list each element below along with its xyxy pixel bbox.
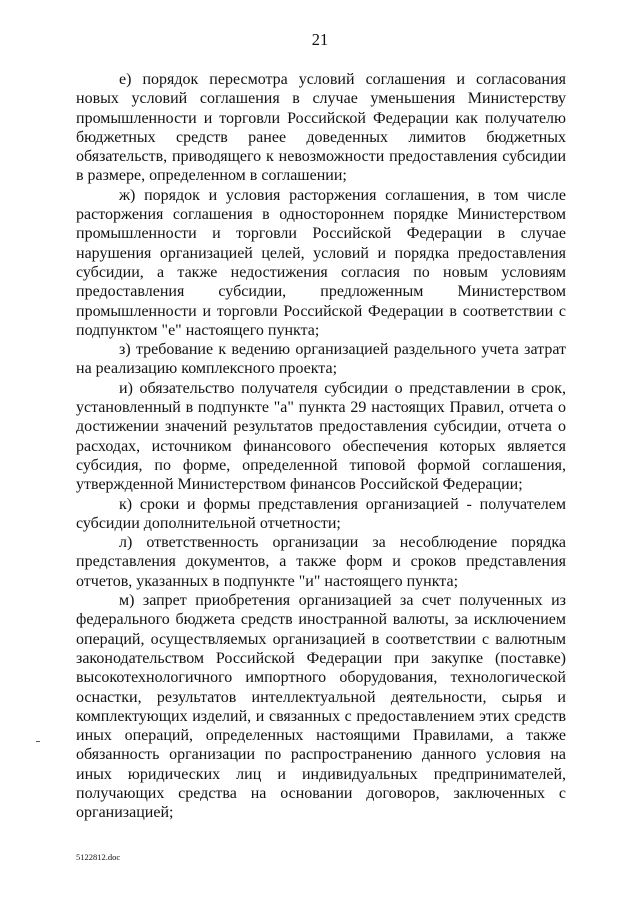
footer-file-code: 5122812.doc — [76, 852, 121, 862]
page-number: 21 — [311, 30, 329, 49]
margin-mark — [36, 741, 40, 742]
paragraph-zh: ж) порядок и условия расторжения соглашения, в том числе расторжения соглашения в одностороннем порядке Министерством промышленности и торговли Российской Федерации в случае нарушения организацией целей, условий и порядка предоставления субсидии, а также недостижения согласия по новым условиям предоставления субсидии, предложенным Министерством промышленности и торговли Российской Федерации в соответствии с подпунктом "е" настоящего пункта; — [76, 186, 566, 339]
paragraph-z: з) требование к ведению организацией раздельного учета затрат на реализацию комплексного проекта; — [76, 341, 566, 378]
paragraph-m: м) запрет приобретения организацией за счет полученных из федерального бюджета средств иностранной валюты, за исключением операций, осуществляемых организацией в соответствии с валютным законодательством Российской Федерации при закупке (поставке) высокотехнологичного импортного оборудования, технологической оснастки, результатов интеллектуальной деятельности, сырья и комплектующих изделий, и связанных с предоставлением этих средств иных операций, определенных настоящими Правилами, а также обязанность организации по распространению данного условия на иных юридических лиц и индивидуальных предпринимателей, получающих средства на основании договоров, заключенных с организацией; — [76, 592, 566, 822]
document-body — [76, 70, 566, 823]
paragraph-i: и) обязательство получателя субсидии о представлении в срок, установленный в подпункте "а" пункта 29 настоящих Правил, отчета о достижении значений результатов предоставления субсидии, отчета о расходах, источником финансового обеспечения которых является субсидия, по форме, определенной типовой формой соглашения, утвержденной Министерством финансов Российской Федерации; — [76, 379, 566, 494]
paragraph-k: к) сроки и формы представления организацией - получателем субсидии дополнительной отчетности; — [76, 495, 566, 532]
paragraph-l: л) ответственность организации за несоблюдение порядка представления документов, а также форм и сроков представления отчетов, указанных в подпункте "и" настоящего пункта; — [76, 534, 566, 590]
paragraph-e: е) порядок пересмотра условий соглашения и согласования новых условий соглашения в случае уменьшения Министерству промышленности и торговли Российской Федерации как получателю бюджетных средств ранее доведенных лимитов бюджетных обязательств, приводящего к невозможности предоставления субсидии в размере, определенном в соглашении; — [76, 71, 566, 185]
